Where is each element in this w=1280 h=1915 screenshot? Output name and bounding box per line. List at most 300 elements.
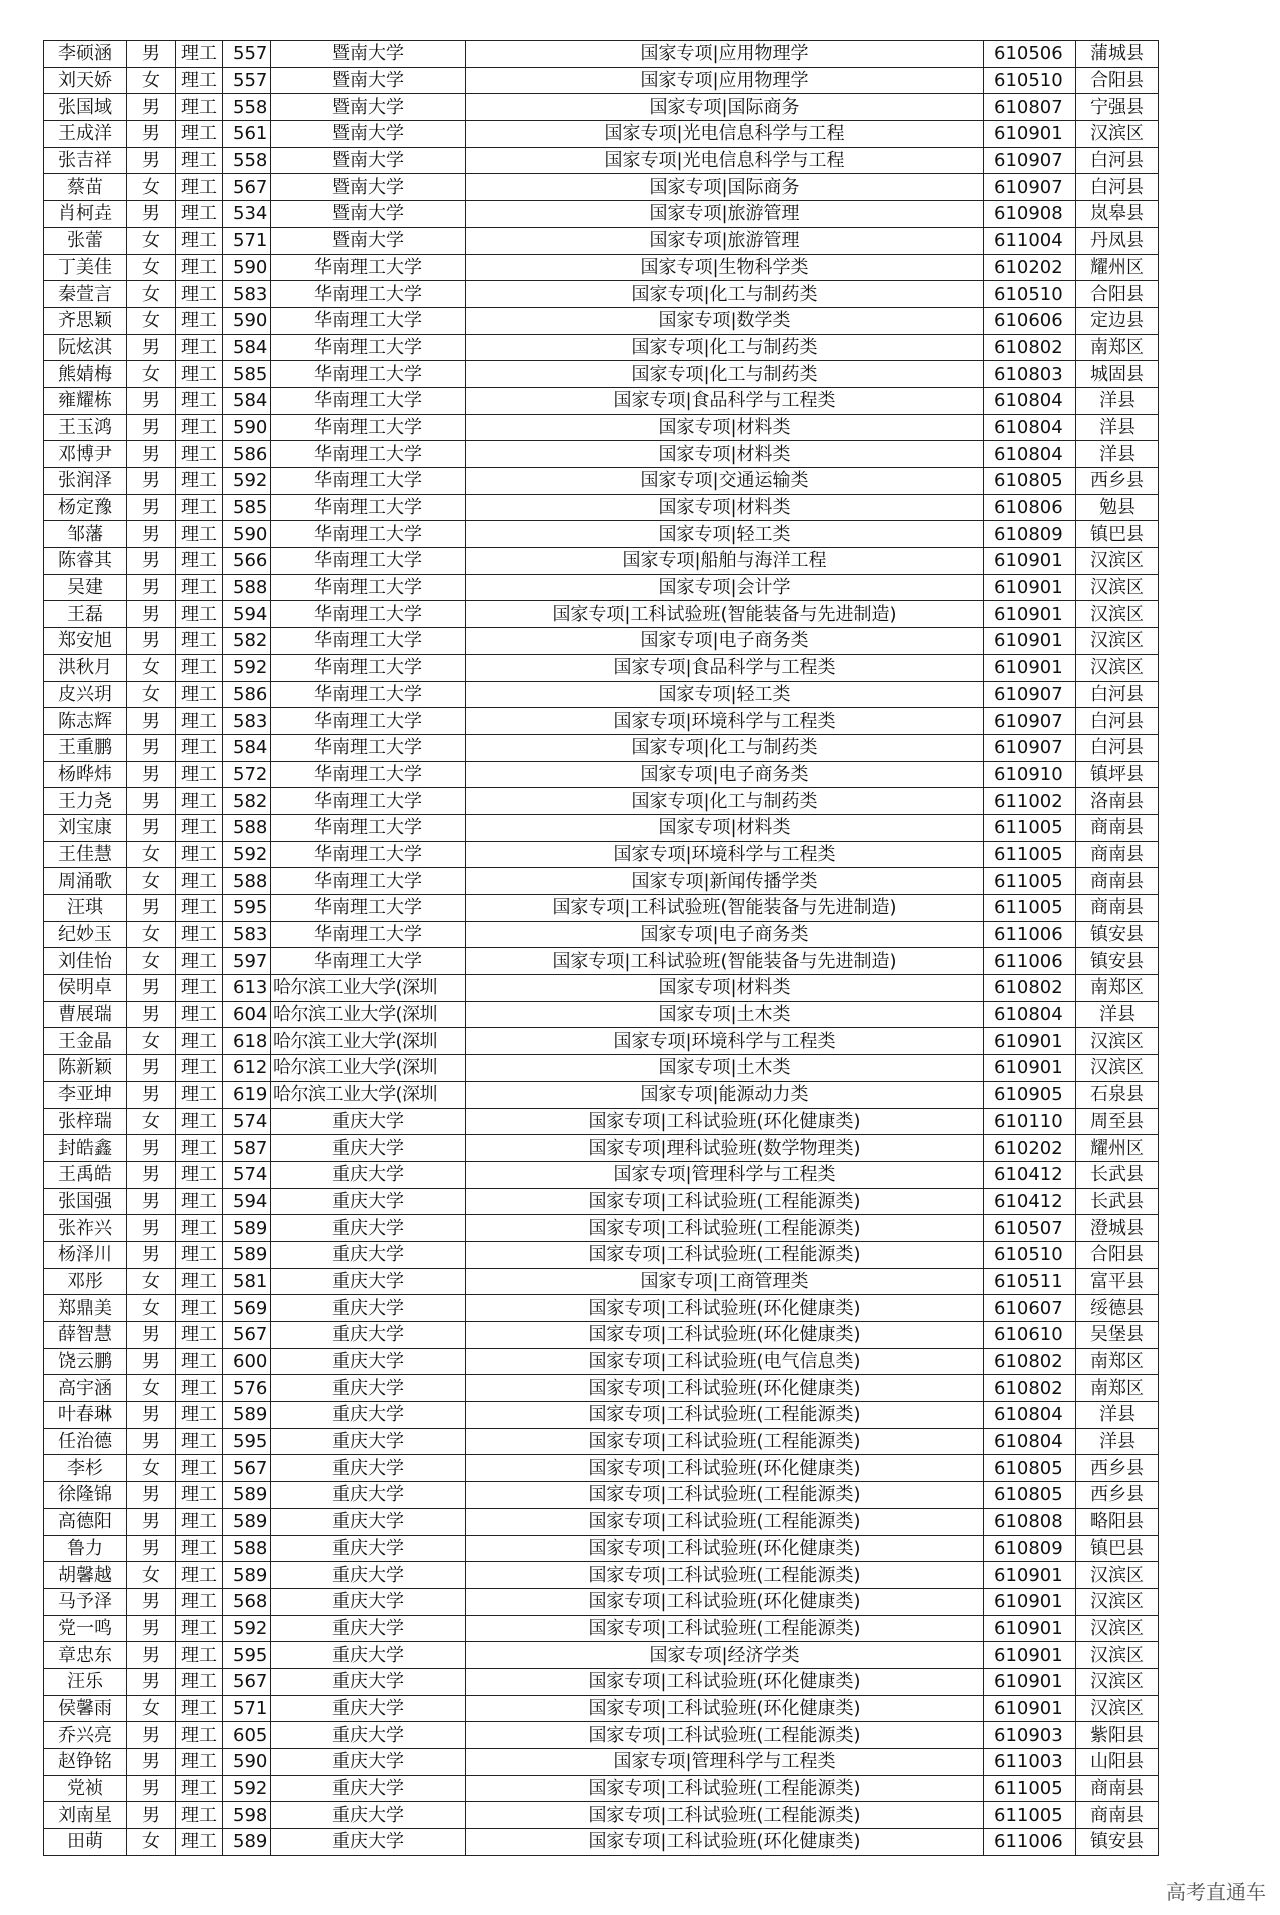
university-cell: 重庆大学 [271,1135,466,1162]
name-cell: 刘天娇 [44,67,127,94]
score-cell: 592 [223,468,271,495]
university-cell: 哈尔滨工业大学(深圳 [271,1055,466,1082]
name-cell: 周涌歌 [44,868,127,895]
university-cell: 华南理工大学 [271,708,466,735]
university-cell: 华南理工大学 [271,521,466,548]
code-cell: 611006 [984,921,1076,948]
county-cell: 商南县 [1076,814,1159,841]
gender-cell: 男 [127,1055,176,1082]
score-cell: 574 [223,1108,271,1135]
major-cell: 国家专项|工科试验班(智能装备与先进制造) [466,895,984,922]
university-cell: 华南理工大学 [271,307,466,334]
major-cell: 国家专项|工科试验班(工程能源类) [466,1482,984,1509]
name-cell: 侯明卓 [44,975,127,1002]
name-cell: 张梓瑞 [44,1108,127,1135]
university-cell: 华南理工大学 [271,548,466,575]
category-cell: 理工 [176,654,223,681]
university-cell: 华南理工大学 [271,895,466,922]
code-cell: 610901 [984,1055,1076,1082]
major-cell: 国家专项|光电信息科学与工程 [466,121,984,148]
code-cell: 611005 [984,1802,1076,1829]
major-cell: 国家专项|工科试验班(环化健康类) [466,1695,984,1722]
table-row [44,1642,1159,1669]
code-cell: 610202 [984,1135,1076,1162]
gender-cell: 男 [127,521,176,548]
name-cell: 齐思颖 [44,307,127,334]
gender-cell: 男 [127,1241,176,1268]
category-cell: 理工 [176,895,223,922]
university-cell: 华南理工大学 [271,948,466,975]
code-cell: 610805 [984,1455,1076,1482]
category-cell: 理工 [176,1081,223,1108]
university-cell: 重庆大学 [271,1295,466,1322]
county-cell: 商南县 [1076,868,1159,895]
university-cell: 华南理工大学 [271,841,466,868]
name-cell: 张吉祥 [44,147,127,174]
major-cell: 国家专项|工科试验班(工程能源类) [466,1508,984,1535]
name-cell: 雍耀栋 [44,387,127,414]
code-cell: 610511 [984,1268,1076,1295]
county-cell: 洋县 [1076,1402,1159,1429]
gender-cell: 男 [127,1188,176,1215]
table-row [44,841,1159,868]
gender-cell: 男 [127,441,176,468]
name-cell: 皮兴玥 [44,681,127,708]
score-cell: 557 [223,41,271,68]
major-cell: 国家专项|管理科学与工程类 [466,1161,984,1188]
name-cell: 洪秋月 [44,654,127,681]
score-cell: 534 [223,201,271,228]
county-cell: 山阳县 [1076,1749,1159,1776]
code-cell: 610901 [984,1562,1076,1589]
category-cell: 理工 [176,227,223,254]
major-cell: 国家专项|工科试验班(工程能源类) [466,1215,984,1242]
table-row [44,601,1159,628]
score-cell: 597 [223,948,271,975]
major-cell: 国家专项|工科试验班(工程能源类) [466,1428,984,1455]
table-row [44,1001,1159,1028]
major-cell: 国家专项|材料类 [466,494,984,521]
code-cell: 610510 [984,1241,1076,1268]
county-cell: 洛南县 [1076,788,1159,815]
gender-cell: 女 [127,841,176,868]
name-cell: 胡馨越 [44,1562,127,1589]
name-cell: 阮炫淇 [44,334,127,361]
major-cell: 国家专项|工科试验班(智能装备与先进制造) [466,948,984,975]
category-cell: 理工 [176,1455,223,1482]
score-cell: 600 [223,1348,271,1375]
category-cell: 理工 [176,307,223,334]
table-row [44,1402,1159,1429]
major-cell: 国家专项|船舶与海洋工程 [466,548,984,575]
gender-cell: 男 [127,1775,176,1802]
major-cell: 国家专项|应用物理学 [466,41,984,68]
category-cell: 理工 [176,174,223,201]
name-cell: 张润泽 [44,468,127,495]
table-row [44,868,1159,895]
score-cell: 566 [223,548,271,575]
category-cell: 理工 [176,67,223,94]
name-cell: 田萌 [44,1829,127,1856]
score-cell: 583 [223,281,271,308]
code-cell: 610903 [984,1722,1076,1749]
category-cell: 理工 [176,734,223,761]
score-cell: 557 [223,67,271,94]
name-cell: 高德阳 [44,1508,127,1535]
category-cell: 理工 [176,281,223,308]
table-row [44,574,1159,601]
gender-cell: 男 [127,121,176,148]
code-cell: 611005 [984,1775,1076,1802]
major-cell: 国家专项|国际商务 [466,174,984,201]
university-cell: 华南理工大学 [271,441,466,468]
major-cell: 国家专项|工科试验班(工程能源类) [466,1775,984,1802]
county-cell: 汉滨区 [1076,121,1159,148]
table-row [44,1188,1159,1215]
university-cell: 华南理工大学 [271,814,466,841]
gender-cell: 男 [127,41,176,68]
university-cell: 华南理工大学 [271,921,466,948]
category-cell: 理工 [176,761,223,788]
code-cell: 610506 [984,41,1076,68]
name-cell: 邓博尹 [44,441,127,468]
name-cell: 饶云鹏 [44,1348,127,1375]
table-row [44,1802,1159,1829]
county-cell: 丹凤县 [1076,227,1159,254]
score-cell: 618 [223,1028,271,1055]
county-cell: 白河县 [1076,681,1159,708]
category-cell: 理工 [176,1749,223,1776]
category-cell: 理工 [176,1188,223,1215]
county-cell: 镇坪县 [1076,761,1159,788]
county-cell: 耀州区 [1076,1135,1159,1162]
table-row [44,654,1159,681]
county-cell: 西乡县 [1076,468,1159,495]
major-cell: 国家专项|管理科学与工程类 [466,1749,984,1776]
county-cell: 白河县 [1076,147,1159,174]
university-cell: 华南理工大学 [271,654,466,681]
county-cell: 勉县 [1076,494,1159,521]
university-cell: 暨南大学 [271,41,466,68]
university-cell: 华南理工大学 [271,414,466,441]
score-cell: 592 [223,654,271,681]
table-row [44,468,1159,495]
category-cell: 理工 [176,841,223,868]
code-cell: 610110 [984,1108,1076,1135]
county-cell: 长武县 [1076,1188,1159,1215]
table-row [44,975,1159,1002]
county-cell: 白河县 [1076,174,1159,201]
county-cell: 汉滨区 [1076,1588,1159,1615]
gender-cell: 女 [127,307,176,334]
code-cell: 610901 [984,1642,1076,1669]
county-cell: 城固县 [1076,361,1159,388]
university-cell: 暨南大学 [271,147,466,174]
name-cell: 肖柯垚 [44,201,127,228]
major-cell: 国家专项|数学类 [466,307,984,334]
major-cell: 国家专项|材料类 [466,414,984,441]
score-cell: 589 [223,1402,271,1429]
university-cell: 华南理工大学 [271,574,466,601]
score-cell: 574 [223,1161,271,1188]
major-cell: 国家专项|环境科学与工程类 [466,708,984,735]
major-cell: 国家专项|土木类 [466,1055,984,1082]
major-cell: 国家专项|光电信息科学与工程 [466,147,984,174]
name-cell: 曹展瑞 [44,1001,127,1028]
major-cell: 国家专项|工科试验班(电气信息类) [466,1348,984,1375]
university-cell: 华南理工大学 [271,734,466,761]
code-cell: 611002 [984,788,1076,815]
gender-cell: 男 [127,788,176,815]
category-cell: 理工 [176,521,223,548]
score-cell: 592 [223,1615,271,1642]
code-cell: 610807 [984,94,1076,121]
gender-cell: 男 [127,468,176,495]
code-cell: 610901 [984,1028,1076,1055]
table-row [44,387,1159,414]
gender-cell: 男 [127,975,176,1002]
code-cell: 610802 [984,975,1076,1002]
university-cell: 华南理工大学 [271,387,466,414]
code-cell: 610507 [984,1215,1076,1242]
table-row [44,1055,1159,1082]
county-cell: 镇巴县 [1076,521,1159,548]
name-cell: 汪乐 [44,1668,127,1695]
table-row [44,41,1159,68]
major-cell: 国家专项|工科试验班(环化健康类) [466,1108,984,1135]
category-cell: 理工 [176,468,223,495]
major-cell: 国家专项|工商管理类 [466,1268,984,1295]
name-cell: 杨定豫 [44,494,127,521]
name-cell: 刘南星 [44,1802,127,1829]
major-cell: 国家专项|材料类 [466,814,984,841]
category-cell: 理工 [176,921,223,948]
name-cell: 郑安旭 [44,628,127,655]
university-cell: 华南理工大学 [271,334,466,361]
category-cell: 理工 [176,868,223,895]
gender-cell: 男 [127,761,176,788]
university-cell: 暨南大学 [271,94,466,121]
university-cell: 重庆大学 [271,1562,466,1589]
score-cell: 588 [223,814,271,841]
category-cell: 理工 [176,1695,223,1722]
table-row [44,67,1159,94]
score-cell: 584 [223,734,271,761]
gender-cell: 男 [127,414,176,441]
code-cell: 610804 [984,387,1076,414]
name-cell: 杨泽川 [44,1241,127,1268]
gender-cell: 女 [127,254,176,281]
county-cell: 洋县 [1076,414,1159,441]
gender-cell: 男 [127,334,176,361]
table-row [44,414,1159,441]
university-cell: 暨南大学 [271,174,466,201]
code-cell: 610606 [984,307,1076,334]
code-cell: 610802 [984,334,1076,361]
score-cell: 590 [223,307,271,334]
category-cell: 理工 [176,1482,223,1509]
table-row [44,1268,1159,1295]
gender-cell: 男 [127,387,176,414]
table-row [44,1295,1159,1322]
table-row [44,1562,1159,1589]
score-cell: 589 [223,1215,271,1242]
table-row [44,734,1159,761]
category-cell: 理工 [176,1402,223,1429]
county-cell: 汉滨区 [1076,1615,1159,1642]
gender-cell: 女 [127,1268,176,1295]
university-cell: 华南理工大学 [271,681,466,708]
code-cell: 610905 [984,1081,1076,1108]
score-cell: 594 [223,601,271,628]
gender-cell: 女 [127,1375,176,1402]
university-cell: 哈尔滨工业大学(深圳 [271,1001,466,1028]
major-cell: 国家专项|工科试验班(环化健康类) [466,1588,984,1615]
table-row [44,1348,1159,1375]
table-row [44,788,1159,815]
name-cell: 陈新颖 [44,1055,127,1082]
code-cell: 610907 [984,174,1076,201]
code-cell: 610805 [984,1482,1076,1509]
university-cell: 重庆大学 [271,1588,466,1615]
category-cell: 理工 [176,1322,223,1349]
county-cell: 南郑区 [1076,334,1159,361]
table-row [44,1135,1159,1162]
name-cell: 蔡苗 [44,174,127,201]
university-cell: 重庆大学 [271,1802,466,1829]
name-cell: 党一鸣 [44,1615,127,1642]
score-cell: 590 [223,521,271,548]
category-cell: 理工 [176,814,223,841]
score-cell: 595 [223,895,271,922]
county-cell: 商南县 [1076,1775,1159,1802]
score-cell: 571 [223,227,271,254]
table-row [44,895,1159,922]
code-cell: 610901 [984,654,1076,681]
score-cell: 589 [223,1508,271,1535]
code-cell: 610805 [984,468,1076,495]
county-cell: 长武县 [1076,1161,1159,1188]
county-cell: 汉滨区 [1076,548,1159,575]
university-cell: 重庆大学 [271,1322,466,1349]
table-row [44,1322,1159,1349]
score-cell: 585 [223,361,271,388]
name-cell: 王佳慧 [44,841,127,868]
university-cell: 重庆大学 [271,1722,466,1749]
major-cell: 国家专项|工科试验班(工程能源类) [466,1802,984,1829]
university-cell: 重庆大学 [271,1348,466,1375]
university-cell: 重庆大学 [271,1215,466,1242]
score-cell: 590 [223,1749,271,1776]
score-cell: 584 [223,334,271,361]
table-row [44,361,1159,388]
county-cell: 汉滨区 [1076,1028,1159,1055]
major-cell: 国家专项|新闻传播学类 [466,868,984,895]
category-cell: 理工 [176,574,223,601]
county-cell: 汉滨区 [1076,1695,1159,1722]
major-cell: 国家专项|食品科学与工程类 [466,654,984,681]
table-row [44,1161,1159,1188]
major-cell: 国家专项|工科试验班(工程能源类) [466,1562,984,1589]
gender-cell: 男 [127,1482,176,1509]
name-cell: 汪琪 [44,895,127,922]
score-cell: 568 [223,1588,271,1615]
county-cell: 商南县 [1076,841,1159,868]
name-cell: 邓彤 [44,1268,127,1295]
category-cell: 理工 [176,1001,223,1028]
county-cell: 洋县 [1076,441,1159,468]
university-cell: 重庆大学 [271,1241,466,1268]
name-cell: 吴建 [44,574,127,601]
score-cell: 613 [223,975,271,1002]
major-cell: 国家专项|旅游管理 [466,201,984,228]
code-cell: 610907 [984,681,1076,708]
university-cell: 华南理工大学 [271,361,466,388]
gender-cell: 男 [127,1642,176,1669]
table-row [44,174,1159,201]
category-cell: 理工 [176,1775,223,1802]
category-cell: 理工 [176,1108,223,1135]
name-cell: 杨晔炜 [44,761,127,788]
university-cell: 华南理工大学 [271,281,466,308]
name-cell: 邹藩 [44,521,127,548]
major-cell: 国家专项|应用物理学 [466,67,984,94]
name-cell: 乔兴亮 [44,1722,127,1749]
score-cell: 589 [223,1482,271,1509]
major-cell: 国家专项|电子商务类 [466,628,984,655]
major-cell: 国家专项|经济学类 [466,1642,984,1669]
category-cell: 理工 [176,414,223,441]
score-cell: 604 [223,1001,271,1028]
gender-cell: 女 [127,868,176,895]
major-cell: 国家专项|环境科学与工程类 [466,1028,984,1055]
major-cell: 国家专项|会计学 [466,574,984,601]
table-row [44,94,1159,121]
category-cell: 理工 [176,201,223,228]
university-cell: 重庆大学 [271,1268,466,1295]
score-cell: 586 [223,681,271,708]
major-cell: 国家专项|生物科学类 [466,254,984,281]
name-cell: 王禹皓 [44,1161,127,1188]
score-cell: 572 [223,761,271,788]
name-cell: 王重鹏 [44,734,127,761]
category-cell: 理工 [176,147,223,174]
category-cell: 理工 [176,1668,223,1695]
university-cell: 重庆大学 [271,1161,466,1188]
table-row [44,494,1159,521]
score-cell: 594 [223,1188,271,1215]
university-cell: 重庆大学 [271,1749,466,1776]
county-cell: 汉滨区 [1076,628,1159,655]
gender-cell: 女 [127,1562,176,1589]
major-cell: 国家专项|工科试验班(工程能源类) [466,1615,984,1642]
university-cell: 华南理工大学 [271,628,466,655]
score-cell: 605 [223,1722,271,1749]
category-cell: 理工 [176,948,223,975]
name-cell: 李杉 [44,1455,127,1482]
name-cell: 郑鼎美 [44,1295,127,1322]
gender-cell: 女 [127,67,176,94]
code-cell: 610808 [984,1508,1076,1535]
county-cell: 岚皋县 [1076,201,1159,228]
gender-cell: 男 [127,494,176,521]
table-row [44,281,1159,308]
gender-cell: 女 [127,1108,176,1135]
code-cell: 610202 [984,254,1076,281]
table-row [44,1668,1159,1695]
table-row [44,307,1159,334]
county-cell: 南郑区 [1076,975,1159,1002]
